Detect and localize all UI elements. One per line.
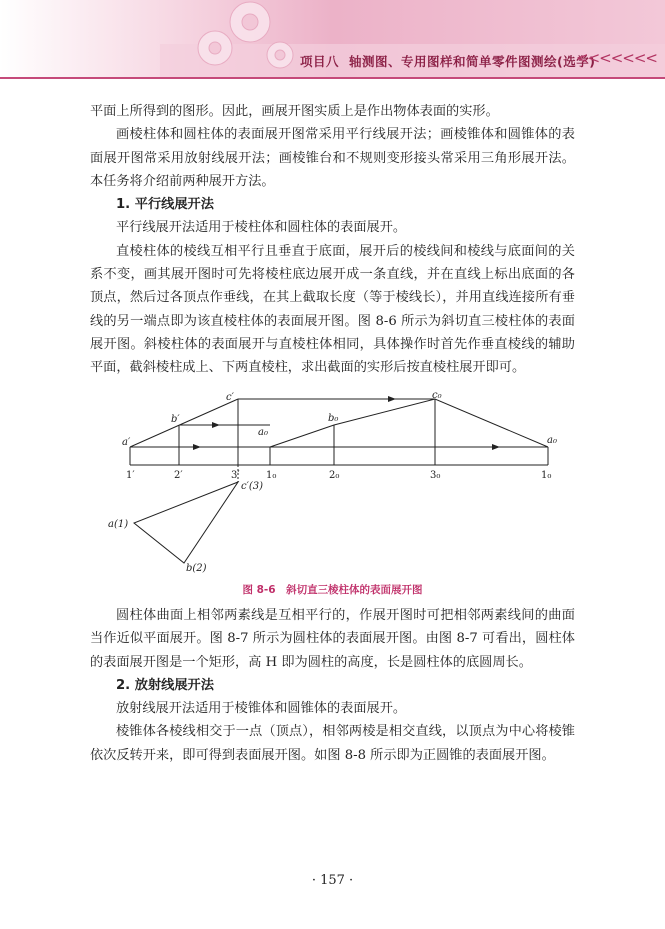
header-project: 项目八: [300, 54, 340, 69]
main-text: [90, 100, 575, 380]
figure-8-6: [100, 385, 580, 580]
header-chapter-title: 轴测图、专用图样和简单零件图测绘(选学): [349, 54, 596, 69]
label-1-0-end: 1₀: [541, 470, 552, 481]
label-c-prime: c′: [226, 392, 234, 403]
label-a0-mid: a₀: [258, 427, 268, 438]
label-a1: a(1): [108, 519, 129, 530]
label-3-0: 3₀: [430, 470, 441, 481]
main-text-continued: [90, 604, 575, 767]
page-number: · 157 ·: [311, 873, 354, 888]
header-title: [300, 52, 595, 70]
chevron-decoration: <<<<<<<: [576, 49, 657, 67]
paragraph-3: 平行线展开法适用于棱柱体和圆柱体的表面展开。: [116, 220, 407, 236]
label-3-prime: 3′: [231, 470, 240, 481]
paragraph-4: 直棱柱体的棱线互相平行且垂直于底面，展开后的棱线间和棱线与底面间的关系不变，画其展开图时可先将棱柱底边展开成一条直线，并在直线上标出底面的各顶点，然后过各顶点作垂线，在其上截取长度（等于棱线长），并用直线连接所有垂线的另一端点即为该直棱柱体的表面展开图。图 8-6 所示为斜切直三棱柱体的表面展开图。斜棱柱体的表面展开与直棱柱体相同，具体操作时首先作垂直棱线的辅助平面，截斜棱柱成上、下两直棱柱，求出截面的实形后按直棱柱展开即可。: [90, 243, 575, 376]
section-heading-2: 2. 放射线展开法: [116, 677, 214, 693]
paragraph-7: 棱锥体各棱线相交于一点（顶点），相邻两棱是相交直线，以顶点为中心将棱锥依次反转开来，即可得到表面展开图。如图 8-8 所示即为正圆锥的表面展开图。: [90, 724, 575, 763]
section-heading-1: 1. 平行线展开法: [116, 197, 214, 213]
label-1-prime: 1′: [126, 470, 135, 481]
label-2-0: 2₀: [329, 470, 340, 481]
label-a-prime: a′: [122, 437, 131, 448]
paragraph-6: 放射线展开法适用于棱锥体和圆锥体的表面展开。: [116, 701, 407, 717]
label-c3: c′(3): [241, 481, 264, 492]
label-b-prime: b′: [171, 414, 180, 425]
label-b2: b(2): [186, 563, 207, 574]
paragraph-2: 画棱柱体和圆柱体的表面展开图常采用平行线展开法；画棱锥体和圆锥体的表面展开图常采用放射线展开法；画棱锥台和不规则变形接头常采用三角形展开法。本任务将介绍前两种展开方法。: [90, 127, 575, 189]
paragraph-1: 平面上所得到的图形。因此，画展开图实质上是作出物体表面的实形。: [90, 104, 499, 119]
page-header: [0, 0, 665, 90]
header-decoration: [0, 0, 665, 90]
label-2-prime: 2′: [174, 470, 183, 481]
paragraph-5: 圆柱体曲面上相邻两素线是互相平行的，作展开图时可把相邻两素线间的曲面当作近似平面展开。图 8-7 所示为圆柱体的表面展开图。由图 8-7 可看出，圆柱体的表面展开图是一个矩形，高 H 即为圆柱的高度，长是圆柱体的底圆周长。: [90, 608, 575, 670]
label-1-0: 1₀: [266, 470, 277, 481]
label-b0: b₀: [328, 413, 339, 424]
prism-development-drawing: [100, 385, 580, 580]
label-c0: c₀: [432, 390, 442, 401]
label-a0-end: a₀: [547, 435, 557, 446]
figure-caption: 图 8-6 斜切直三棱柱体的表面展开图: [242, 584, 423, 596]
